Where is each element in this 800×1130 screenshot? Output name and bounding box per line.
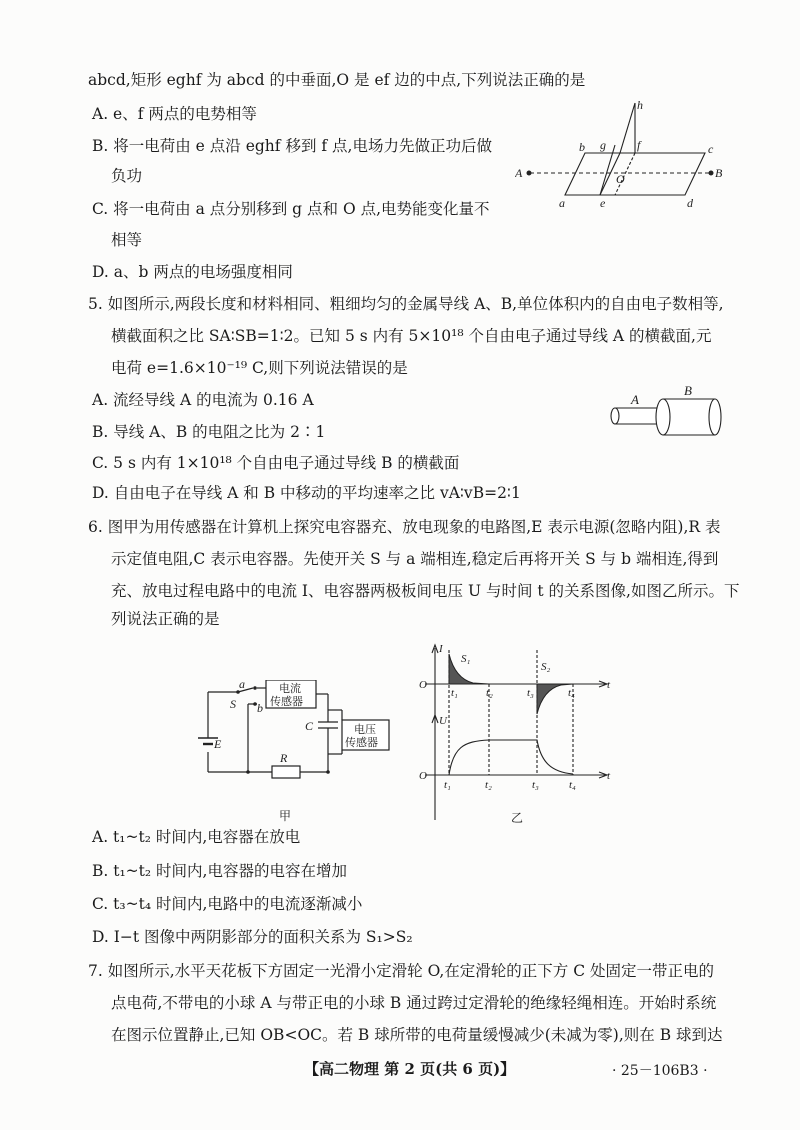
q4-option-c-line1: C. 将一电荷由 a 点分别移到 g 点和 O 点,电势能变化量不 — [92, 200, 490, 218]
svg-text:I: I — [439, 643, 443, 655]
svg-text:t₄: t₄ — [569, 779, 576, 791]
page-footer-code: · 25－106B3 · — [612, 1063, 708, 1079]
svg-text:d: d — [687, 196, 693, 210]
q6-stem-line3: 充、放电过程电路中的电流 I、电容器两极板间电压 U 与时间 t 的关系图像,如图乙所示。下 — [111, 582, 740, 600]
point-B — [709, 171, 714, 176]
svg-text:S₂: S₂ — [541, 661, 551, 673]
svg-text:E: E — [214, 737, 222, 751]
q4-option-b-line2: 负功 — [111, 167, 143, 185]
svg-text:甲: 甲 — [279, 809, 292, 823]
svg-text:t: t — [607, 679, 611, 691]
q6-option-a: A. t₁~t₂ 时间内,电容器在放电 — [92, 828, 301, 846]
q6-option-b: B. t₁~t₂ 时间内,电容器的电容在增加 — [92, 862, 347, 880]
q5-stem-line3: 电荷 e=1.6×10⁻¹⁹ C,则下列说法错误的是 — [111, 359, 408, 377]
q4-option-d: D. a、b 两点的电场强度相同 — [92, 263, 293, 281]
svg-text:a: a — [239, 680, 245, 691]
svg-text:传感器: 传感器 — [270, 696, 303, 708]
svg-text:B: B — [715, 166, 723, 180]
q5-option-d: D. 自由电子在导线 A 和 B 中移动的平均速率之比 vA∶vB=2∶1 — [92, 484, 521, 502]
q5-stem-line2: 横截面积之比 SA∶SB=1∶2。已知 5 s 内有 5×10¹⁸ 个自由电子通过导线 A 的横截面,元 — [111, 327, 712, 345]
q4-option-b-line1: B. 将一电荷由 e 点沿 eghf 移到 f 点,电场力先做正功后做 — [92, 137, 492, 155]
page-footer-title: 【高二物理 第 2 页(共 6 页)】 — [304, 1060, 516, 1078]
svg-text:t₃: t₃ — [532, 779, 539, 791]
svg-text:S: S — [230, 697, 236, 711]
svg-text:电压: 电压 — [354, 724, 376, 736]
q6-stem-line4: 列说法正确的是 — [111, 610, 220, 628]
q5-option-a: A. 流经导线 A 的电流为 0.16 A — [92, 391, 314, 409]
svg-text:A: A — [631, 392, 639, 407]
svg-text:S₁: S₁ — [461, 653, 471, 665]
plane-abcd — [565, 153, 705, 195]
svg-text:b: b — [579, 140, 585, 154]
svg-text:g: g — [600, 138, 606, 152]
svg-text:B: B — [684, 385, 692, 398]
svg-text:O: O — [419, 770, 427, 782]
svg-text:R: R — [280, 751, 288, 765]
svg-text:电流: 电流 — [279, 683, 301, 695]
q4-option-c-line2: 相等 — [111, 231, 143, 249]
point-A — [527, 171, 532, 176]
q6-option-c: C. t₃~t₄ 时间内,电路中的电流逐渐减小 — [92, 895, 363, 913]
svg-text:t₄: t₄ — [568, 687, 575, 699]
q5-wire-figure — [605, 385, 730, 445]
svg-text:t₁: t₁ — [451, 687, 458, 699]
svg-text:乙: 乙 — [511, 811, 524, 825]
svg-text:A: A — [515, 166, 523, 180]
svg-text:O: O — [419, 679, 427, 691]
q5-option-c: C. 5 s 内有 1×10¹⁸ 个自由电子通过导线 B 的横截面 — [92, 454, 460, 472]
q6-stem-line1: 6. 图甲为用传感器在计算机上探究电容器充、放电现象的电路图,E 表示电源(忽略内阻),R 表 — [88, 518, 721, 536]
q7-stem-line3: 在图示位置静止,已知 OB<OC。若 B 球所带的电荷量缓慢减少(未减为零),则在 B 球到达 — [111, 1026, 723, 1044]
q4-intro: abcd,矩形 eghf 为 abcd 的中垂面,O 是 ef 边的中点,下列说法正确的是 — [88, 71, 586, 89]
svg-text:t₃: t₃ — [527, 687, 534, 699]
svg-text:c: c — [708, 142, 714, 156]
q6-stem-line2: 示定值电阻,C 表示电容器。先使开关 S 与 a 端相连,稳定后再将开关 S 与 b 端相连,得到 — [111, 550, 719, 568]
svg-text:a: a — [559, 196, 565, 210]
svg-text:t₁: t₁ — [444, 779, 451, 791]
q6-graph-figure — [415, 640, 625, 830]
q6-option-d: D. I−t 图像中两阴影部分的面积关系为 S₁>S₂ — [92, 928, 413, 946]
svg-text:传感器: 传感器 — [345, 737, 378, 749]
svg-text:f: f — [637, 138, 641, 152]
q4-figure — [515, 95, 725, 210]
svg-text:h: h — [637, 98, 643, 112]
q7-stem-line1: 7. 如图所示,水平天花板下方固定一光滑小定滑轮 O,在定滑轮的正下方 C 处固定一带正电的 — [88, 962, 715, 980]
svg-text:t: t — [607, 770, 611, 782]
svg-text:b: b — [257, 701, 263, 715]
q7-stem-line2: 点电荷,不带电的小球 A 与带正电的小球 B 通过跨过定滑轮的绝缘轻绳相连。开始时系统 — [111, 994, 717, 1012]
svg-text:O: O — [616, 172, 625, 186]
svg-text:U: U — [439, 715, 447, 727]
q6-circuit-figure — [190, 680, 400, 825]
svg-text:e: e — [600, 196, 606, 210]
q5-option-b: B. 导线 A、B 的电阻之比为 2∶1 — [92, 423, 326, 441]
q5-stem-line1: 5. 如图所示,两段长度和材料相同、粗细均匀的金属导线 A、B,单位体积内的自由电子数相等, — [88, 295, 724, 313]
svg-text:t₂: t₂ — [485, 779, 492, 791]
svg-text:C: C — [305, 719, 314, 733]
q4-option-a: A. e、f 两点的电势相等 — [92, 105, 257, 123]
svg-text:t₂: t₂ — [486, 687, 493, 699]
